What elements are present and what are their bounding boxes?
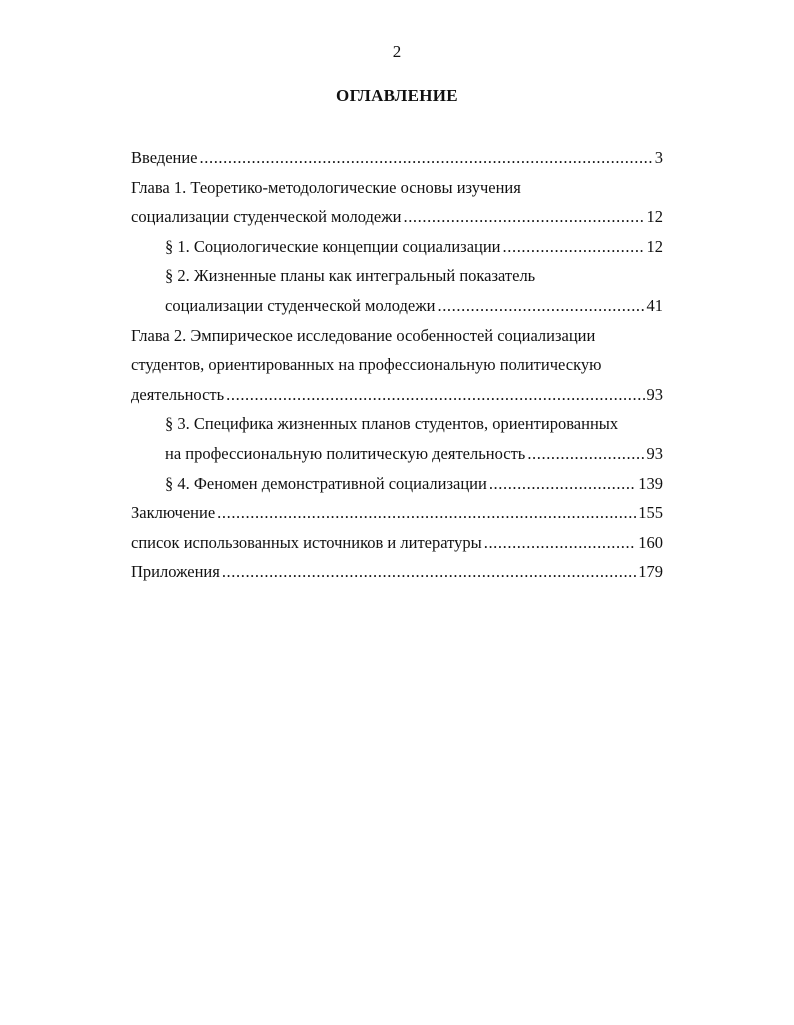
- toc-entry-section4[interactable]: [131, 469, 663, 499]
- toc-entry-label: § 1. Социологические концепции социализации: [165, 236, 501, 256]
- toc-entry-chapter2-line3[interactable]: [131, 380, 663, 410]
- toc-entry-chapter2-line2[interactable]: [131, 350, 663, 380]
- toc-entry-label: деятельность: [131, 384, 225, 404]
- toc-entry-label: список использованных источников и литературы: [131, 532, 482, 552]
- toc-entry-label: Приложения: [131, 562, 220, 582]
- dot-leader: [503, 232, 645, 262]
- toc-entry-references[interactable]: [131, 528, 663, 558]
- toc-entry-intro[interactable]: [131, 143, 663, 173]
- dot-leader: [217, 498, 636, 528]
- toc-entry-section2-line1[interactable]: [131, 261, 663, 291]
- toc-entry-label: на профессиональную политическую деятельность: [165, 443, 526, 463]
- dot-leader: [489, 469, 636, 499]
- toc-entry-page: 160: [638, 532, 663, 552]
- toc-entry-label: социализации студенческой молодежи: [165, 295, 436, 315]
- toc-entry-label: Глава 1. Теоретико-методологические основы изучения: [131, 177, 521, 197]
- toc-entry-chapter1-line1[interactable]: [131, 173, 663, 203]
- toc-entry-page: 12: [646, 207, 663, 227]
- dot-leader: [222, 557, 636, 587]
- toc-entry-page: 139: [638, 473, 663, 493]
- toc-entry-section3-line2[interactable]: [131, 439, 663, 469]
- page-number: 2: [392, 42, 402, 61]
- toc-entry-page: 93: [646, 384, 663, 404]
- toc-entry-chapter1-line2[interactable]: [131, 202, 663, 232]
- dot-leader: [226, 380, 644, 410]
- dot-leader: [437, 291, 644, 321]
- dot-leader: [403, 202, 644, 232]
- toc-entry-label: социализации студенческой молодежи: [131, 207, 402, 227]
- toc-entry-label: § 2. Жизненные планы как интегральный показатель: [165, 266, 536, 286]
- toc-entry-page: 93: [646, 443, 663, 463]
- dot-leader: [484, 528, 637, 558]
- toc-entry-label: Заключение: [131, 503, 216, 523]
- toc-title: ОГЛАВЛЕНИЕ: [336, 86, 458, 105]
- toc-entry-label: студентов, ориентированных на профессиональную политическую: [131, 355, 602, 375]
- toc-entry-label: Глава 2. Эмпирическое исследование особенностей социализации: [131, 325, 596, 345]
- toc-entry-label: § 4. Феномен демонстративной социализации: [165, 473, 487, 493]
- dot-leader: [200, 143, 653, 173]
- toc-entry-section1[interactable]: [131, 232, 663, 262]
- toc-entry-section3-line1[interactable]: [131, 409, 663, 439]
- toc-entry-appendices[interactable]: [131, 557, 663, 587]
- toc-entry-page: 155: [638, 503, 663, 523]
- toc-entry-page: 3: [654, 148, 663, 167]
- dot-leader: [527, 439, 644, 469]
- toc-entry-label: § 3. Специфика жизненных планов студентов, ориентированных: [165, 414, 619, 434]
- toc-entry-section2-line2[interactable]: [131, 291, 663, 321]
- toc-entry-conclusion[interactable]: [131, 498, 663, 528]
- toc-entry-label: Введение: [131, 148, 198, 167]
- table-of-contents: [131, 143, 663, 587]
- toc-entry-page: 12: [646, 236, 663, 256]
- toc-entry-page: 41: [646, 295, 663, 315]
- toc-entry-chapter2-line1[interactable]: [131, 321, 663, 351]
- toc-entry-page: 179: [638, 562, 663, 582]
